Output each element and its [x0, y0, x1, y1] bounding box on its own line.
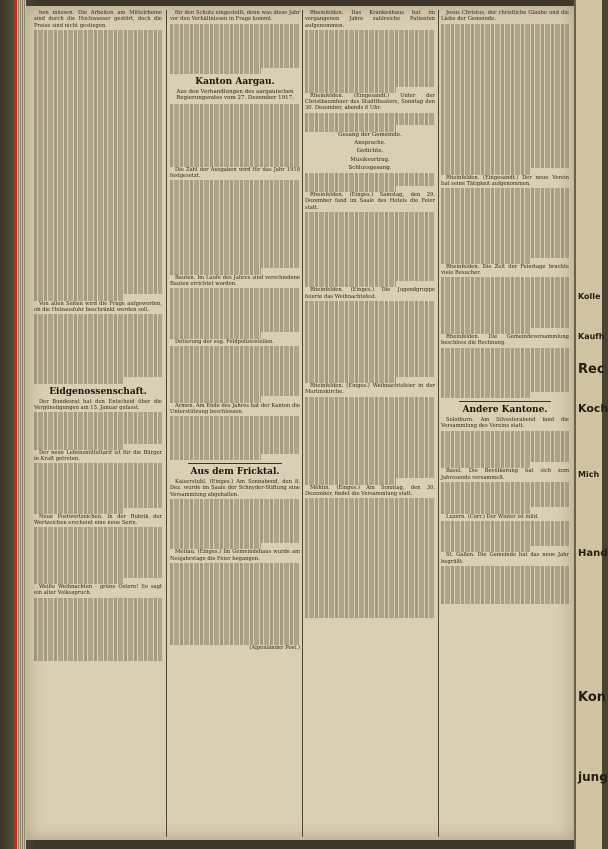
- regierungsrat-subhead: Aus den Verhandlungen des aargauischen Regierungsrates vom 27. Dezember 1917.: [176, 88, 294, 102]
- text-line: [305, 125, 396, 131]
- adjacent-page-advertisements: [574, 0, 608, 849]
- text-line: [441, 462, 531, 468]
- program-item: Gedichte.: [356, 148, 384, 155]
- text-line: [34, 654, 162, 660]
- article-paragraph: Rheinfelden. (Eingesandt.) Unter der Christbaumfeier des Stadttheaters, Sonntag den 30. Dezember, abends 8 Uhr.: [305, 92, 435, 112]
- text-line: [441, 546, 531, 552]
- section-separator: [188, 463, 282, 464]
- article-paragraph: Rheinfelden. Die Gemeindeversammlung beschloss die Rechnung.: [441, 334, 569, 347]
- program-item: Ansprache.: [354, 139, 386, 146]
- article-paragraph: Luzern. (Corr.) Der Winter ist mild.: [446, 513, 539, 520]
- article-paragraph: Rheinfelden. (Eingesandt.) Der neue Verein hat seine Tätigkeit aufgenommen.: [441, 174, 569, 188]
- text-line: [170, 268, 261, 274]
- text-line: [170, 639, 300, 645]
- column-3-opening: Rheinfelden. Das Krankenhaus hat im vergangenen Jahre zahlreiche Patienten aufgenommen.: [305, 10, 435, 29]
- program-item: Gesang der Gemeinde.: [338, 131, 402, 138]
- column-4-opening: Jesus Christus, der christliche Glaube und die Liebe der Gemeinde.: [441, 10, 569, 23]
- column-rule: [302, 10, 303, 837]
- article-paragraph: Weiße Weihnachten - grüne Ostern! So sagt ein alter Volksspruch.: [34, 584, 162, 597]
- section-heading-kanton-aargau: Kanton Aargau.: [195, 76, 275, 87]
- stacked-page-edges: [17, 0, 26, 849]
- article-paragraph: Armen. Am Ende des Jahres hat der Kanton die Unterstützung beschlossen.: [170, 402, 300, 415]
- column-4: [441, 10, 569, 839]
- text-line: [34, 578, 124, 584]
- program-item: Schlussgesang.: [348, 164, 392, 171]
- article-paragraph: Die Zahl der Ausgaben wird für das Jahr 1918 festgesetzt.: [170, 166, 300, 179]
- column-1-opening: hen müssen. Die Arbeiten am Mittelrheine sind durch die Hochwasser gestört, doch die Preise sind nicht gestiegen.: [34, 10, 162, 29]
- article-paragraph: Der Bundesrat hat den Entscheid über die Vergünstigungen am 15. Januar gefasst.: [34, 398, 162, 411]
- text-line: [34, 294, 124, 300]
- text-line: [170, 332, 261, 338]
- column-1: [34, 10, 162, 839]
- text-line: [34, 508, 124, 514]
- column-3: [305, 10, 435, 839]
- text-line: [170, 543, 261, 549]
- text-line: [441, 507, 531, 513]
- text-line: [441, 328, 531, 334]
- section-heading-andere-kantone: Andere Kantone.: [462, 405, 548, 416]
- ad-fragment: Hand: [578, 548, 608, 559]
- article-paragraph: Rheinfelden. (Einges.) Weihnachtsfeier in der Martinskirche.: [305, 382, 435, 396]
- text-line: [305, 377, 396, 383]
- article-paragraph: Solothurn. Am Silvesterabend fand die Versammlung des Vereins statt.: [441, 417, 569, 430]
- text-line: [170, 68, 261, 74]
- text-line: [441, 392, 531, 398]
- text-line: [305, 478, 396, 484]
- column-rule: [438, 10, 439, 837]
- article-paragraph: Rheinfelden. (Einges.) Samstag, den 29. Dezember fand im Saale des Hotels die Feier statt.: [305, 192, 435, 211]
- ad-fragment: Mich: [578, 470, 600, 479]
- column-2-opening: für den Schutz eingestellt, denn was diese Jahr vor den Verhältnissen in Frage kommt.: [170, 10, 300, 23]
- column-1-lower-text: Von allen Seiten wird die Frage aufgeworfen, ob die Holzausfuhr beschränkt werden soll.: [34, 300, 162, 313]
- text-line: [441, 168, 531, 174]
- section-separator: [459, 401, 551, 402]
- text-line: [305, 87, 396, 93]
- ad-fragment: Kon: [578, 690, 607, 705]
- ad-fragment: Koch: [578, 402, 608, 415]
- text-line: [34, 444, 124, 450]
- article-paragraph: Basel. Die Bevölkerung hat sich zum Jahresende versammelt.: [441, 468, 569, 481]
- article-paragraph: St. Gallen. Die Gemeinde hat das neue Jahr begrüßt.: [441, 552, 569, 565]
- column-rule: [166, 10, 167, 837]
- article-paragraph: Möhlin. (Einges.) Am Sonntag, den 30. Dezember, findet die Versammlung statt.: [305, 484, 435, 497]
- column-2: [170, 10, 300, 839]
- text-line: [441, 597, 569, 603]
- article-paragraph: Bauten. Im Laufe des Jahres sind verschiedene Bauten errichtet worden.: [170, 274, 300, 287]
- ad-fragment: Rec: [578, 362, 605, 377]
- article-paragraph: Mettau. (Einges.) Im Gemeindehaus wurde am Neujahrstage die Feier begangen.: [170, 549, 300, 562]
- text-line: [441, 258, 531, 264]
- ad-fragment: Kaufh: [578, 332, 605, 341]
- text-line: [170, 454, 261, 460]
- text-line: [34, 377, 124, 383]
- text-line: [170, 160, 300, 166]
- program-item: Musikvortrag.: [350, 156, 390, 163]
- article-paragraph: Rheinfelden. Die Zeit der Feiertage brachte viele Besucher.: [441, 263, 569, 277]
- article-paragraph: Kaiserstuhl. (Einges.) Am Sonnabend, den 8. Dez. wurde im Saale der Schnyder-Stiftung eine Versammlung abgehalten.: [170, 479, 300, 498]
- text-line: [170, 396, 261, 402]
- ad-fragment: jung: [578, 770, 608, 784]
- ad-fragment: Kolle: [578, 292, 601, 301]
- text-line: [305, 186, 396, 192]
- article-paragraph: Der neue Lebensmitteltarif ist für die Bürger in Kraft getreten.: [34, 449, 162, 463]
- section-heading-eidgenossenschaft: Eidgenossenschaft.: [49, 386, 147, 397]
- article-paragraph: Neue Postwertzeichen. In der Rubrik der Wertzeichen erscheint eine neue Serie.: [34, 513, 162, 527]
- text-line: [305, 281, 396, 287]
- text-line: [305, 612, 435, 618]
- article-paragraph: Rheinfelden. (Einges.) Die Jugendgruppe feierte das Weihnachtsfest.: [305, 287, 435, 300]
- article-signature: (Alpenländer Post.): [249, 644, 300, 651]
- article-paragraph: Dotierung der sog. Feldpolizeistellen.: [175, 338, 274, 345]
- section-heading-fricktal: Aus dem Fricktal.: [190, 467, 280, 478]
